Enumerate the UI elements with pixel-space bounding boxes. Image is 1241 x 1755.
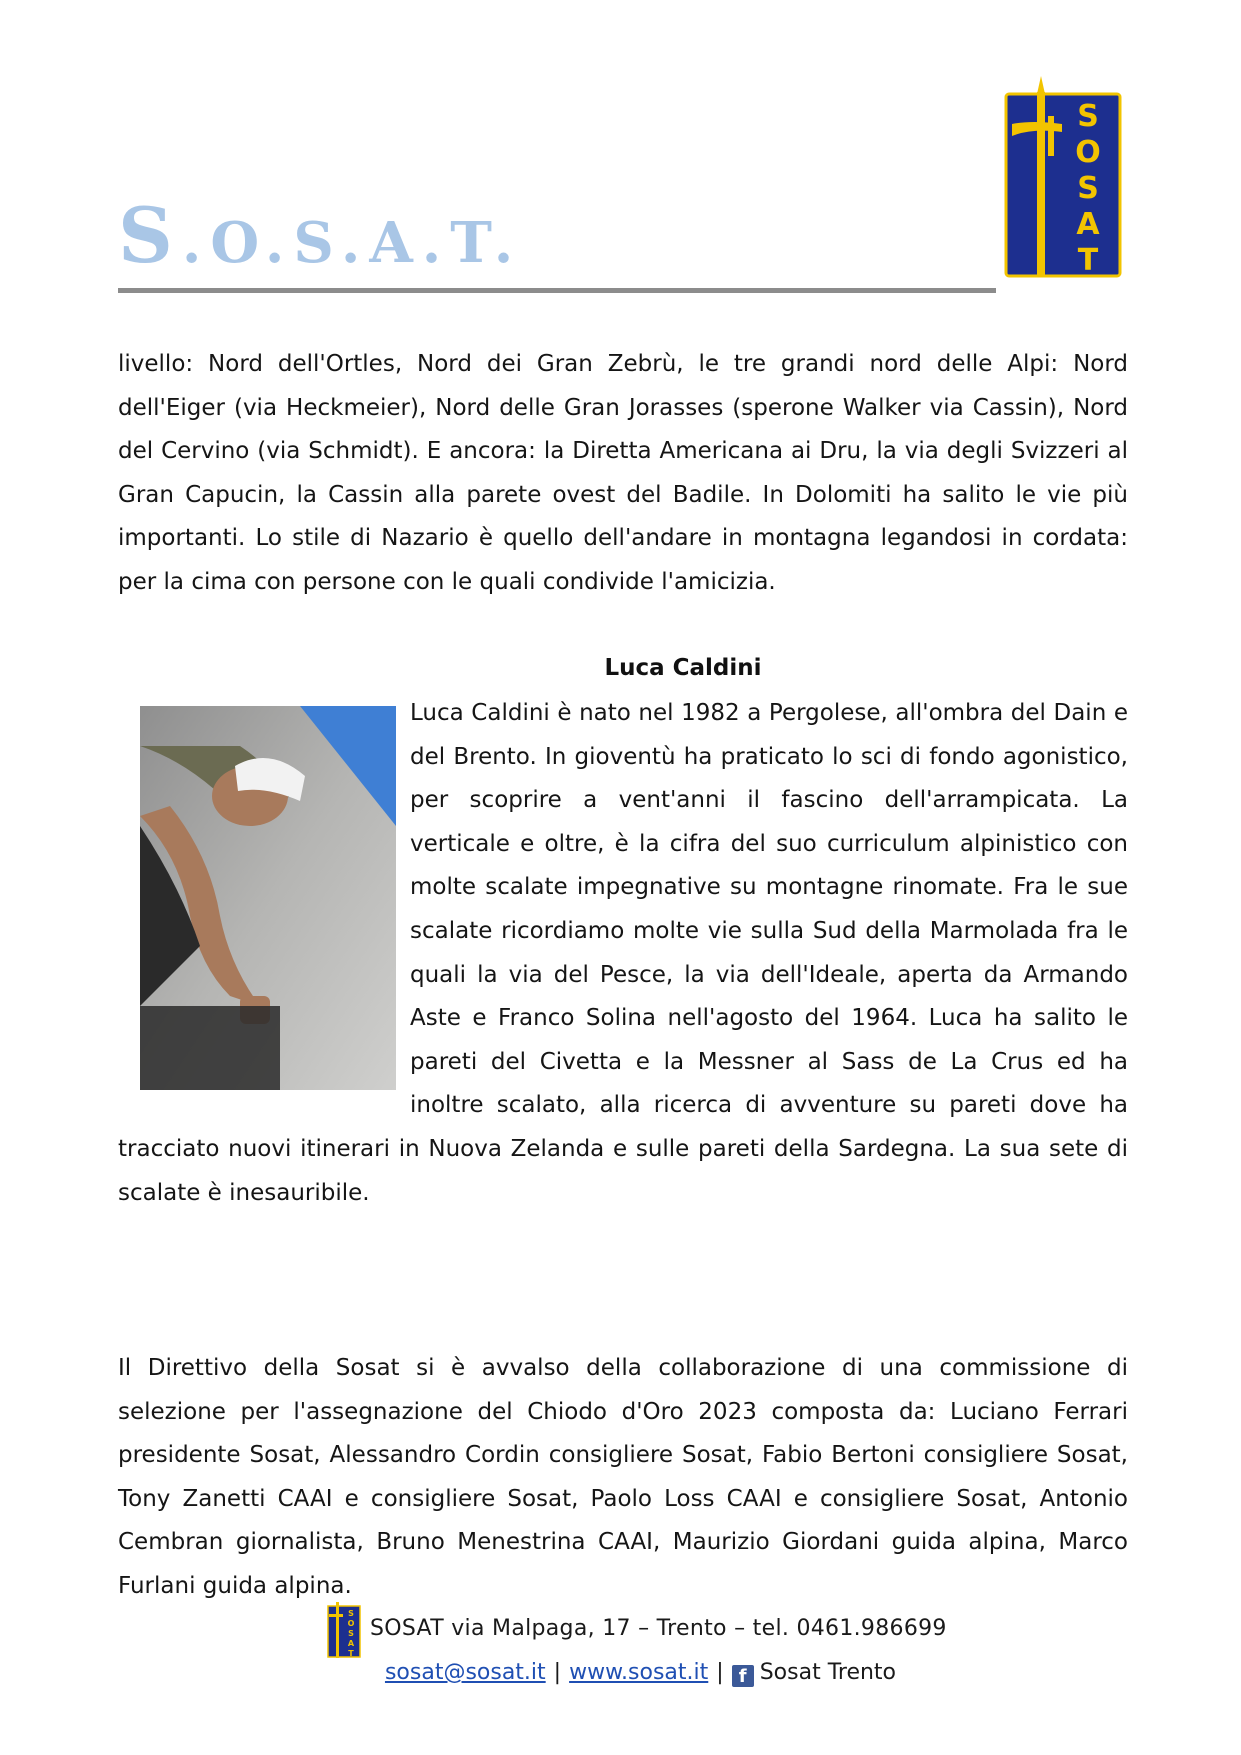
page-title: [118, 191, 523, 280]
title-rest: .O.S.A.T.: [181, 210, 523, 276]
footer-address: SOSAT via Malpaga, 17 – Trento – tel. 0461.986699: [370, 1616, 947, 1641]
footer-logo-letter: S: [348, 1609, 354, 1618]
sosat-logo: [1002, 76, 1124, 278]
title-initial: S: [118, 191, 182, 280]
facebook-label: Sosat Trento: [759, 1660, 897, 1685]
footer-logo-letter: A: [347, 1639, 355, 1648]
logo-letter: S: [1077, 99, 1099, 134]
website-link[interactable]: www.sosat.it: [569, 1660, 709, 1685]
footer-links: [0, 1660, 1241, 1687]
axe-shaft: [1037, 92, 1045, 276]
axe-adze: [1048, 116, 1054, 156]
email-link[interactable]: sosat@sosat.it: [384, 1660, 546, 1685]
paragraph-luca-caldini-text: Luca Caldini è nato nel 1982 a Pergolese, all'ombra del Dain e del Brento. In gioventù ha praticato lo sci di fondo agonistico, per scoprire a vent'anni il fascino dell'arrampicata. La verticale e oltre, è la cifra del suo curriculum alpinistico con molte scalate impegnative su montagne rinomate. Fra le sue scalate ricordiamo molte vie sulla Sud della Marmolada fra le quali la via del Pesce, la via dell'Ideale, aperta da Armando Aste e Franco Solina nell'agosto del 1964. Luca ha salito le pareti del Civetta e la Messner al Sass de La Crus ed ha inoltre scalato, alla ricerca di avventure su pareti dove ha tracciato nuovi itinerari in Nuova Zelanda e sulle pareti della Sardegna. La sua sete di scalate è inesauribile.: [118, 700, 1128, 1206]
logo-letter: S: [1077, 171, 1099, 206]
logo-letter: T: [1077, 243, 1099, 278]
footer-logo: [327, 1602, 361, 1658]
facebook-icon[interactable]: f: [732, 1665, 754, 1687]
footer-logo-letter: S: [348, 1629, 354, 1638]
logo-letter: A: [1076, 207, 1100, 242]
footer-separator: |: [716, 1660, 724, 1685]
logo-letter: O: [1075, 135, 1101, 170]
footer-logo-letter: T: [348, 1649, 354, 1658]
axe-tip: [1037, 76, 1045, 94]
footer-logo-letter: O: [347, 1619, 355, 1628]
paragraph-luca-caldini: [118, 692, 1128, 1215]
footer-separator: |: [553, 1660, 562, 1685]
section-title: Luca Caldini: [604, 655, 762, 681]
photo-spacer: [118, 692, 410, 1117]
paragraph-commission: Il Direttivo della Sosat si è avvalso della collaborazione di una commissione di selezione per l'assegnazione del Chiodo d'Oro 2023 composta da: Luciano Ferrari presidente Sosat, Alessandro Cordin consigliere Sosat, Fabio Bertoni consigliere Sosat, Tony Zanetti CAAI e consigliere Sosat, Paolo Loss CAAI e consigliere Sosat, Antonio Cembran giornalista, Bruno Menestrina CAAI, Maurizio Giordani guida alpina, Marco Furlani guida alpina.: [118, 1355, 1128, 1599]
paragraph-intro: livello: Nord dell'Ortles, Nord dei Gran Zebrù, le tre grandi nord delle Alpi: Nord dell'Eiger (via Heckmeier), Nord delle Gran Jorasses (sperone Walker via Cassin), Nord del Cervino (via Schmidt). E ancora: la Diretta Americana ai Dru, la via degli Svizzeri al Gran Capucin, la Cassin alla parete ovest del Badile. In Dolomiti ha salito le vie più importanti. Lo stile di Nazario è quello dell'andare in montagna legandosi in cordata: per la cima con persone con le quali condivide l'amicizia.: [118, 351, 1128, 595]
logo-shield: [1006, 94, 1120, 276]
header-divider: [118, 288, 996, 293]
